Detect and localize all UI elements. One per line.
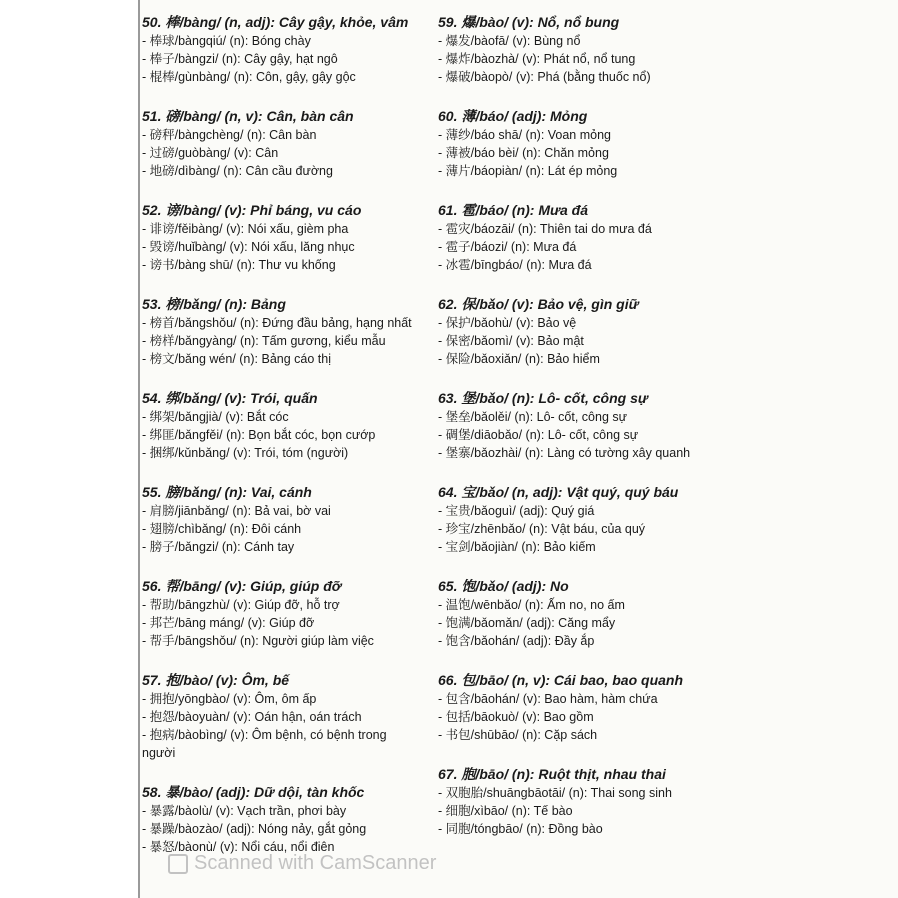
example-line: - 棒球/bàngqiú/ (n): Bóng chày: [142, 34, 311, 48]
vocab-entry: [438, 388, 728, 462]
entry-heading: 56. 帮/bāng/ (v): Giúp, giúp đỡ: [142, 578, 342, 594]
example-line: - 保密/bǎomì/ (v): Bảo mật: [438, 334, 584, 348]
entry-heading: 52. 谤/bàng/ (v): Phỉ báng, vu cáo: [142, 202, 362, 218]
example-line: - 双胞胎/shuāngbāotāi/ (n): Thai song sinh: [438, 786, 672, 800]
vocab-entry: [438, 576, 728, 650]
vocab-entry: [142, 200, 420, 274]
example-line: - 拥抱/yōngbào/ (v): Ôm, ôm ấp: [142, 692, 317, 706]
example-line: - 细胞/xìbāo/ (n): Tế bào: [438, 804, 573, 818]
example-line: - 堡垒/bǎolěi/ (n): Lô- cốt, công sự: [438, 410, 627, 424]
watermark-text: Scanned with CamScanner: [194, 852, 437, 874]
vocab-entry: [142, 12, 420, 86]
vocab-entry: [142, 782, 420, 856]
vocab-entry: [438, 200, 728, 274]
example-line: - 榜首/bǎngshǒu/ (n): Đứng đầu bảng, hạng nhất: [142, 316, 412, 330]
example-line: - 磅秤/bàngchèng/ (n): Cân bàn: [142, 128, 317, 142]
vocab-entry: [438, 670, 728, 744]
example-line: - 爆炸/bàozhà/ (v): Phát nổ, nổ tung: [438, 52, 636, 66]
entry-heading: 63. 堡/bǎo/ (n): Lô- cốt, công sự: [438, 390, 648, 406]
vocab-entry: [142, 294, 420, 368]
example-line: - 薄纱/báo shā/ (n): Voan mỏng: [438, 128, 612, 142]
entry-heading: 53. 榜/bǎng/ (n): Bảng: [142, 296, 286, 312]
example-line: - 膀子/bǎngzi/ (n): Cánh tay: [142, 540, 295, 554]
vocab-entry: [438, 764, 728, 838]
example-line: - 包含/bāohán/ (v): Bao hàm, hàm chứa: [438, 692, 658, 706]
example-line: - 包括/bāokuò/ (v): Bao gồm: [438, 710, 594, 724]
example-line: - 暴躁/bàozào/ (adj): Nóng nảy, gắt gỏng: [142, 822, 367, 836]
vocab-entry: [438, 12, 728, 86]
vocab-entry: [438, 294, 728, 368]
vocab-entry: [142, 388, 420, 462]
vocab-entry: [438, 482, 728, 556]
example-line: - 书包/shūbāo/ (n): Cặp sách: [438, 728, 598, 742]
entry-heading: 61. 雹/báo/ (n): Mưa đá: [438, 202, 589, 218]
example-line: - 绑匪/bǎngfěi/ (n): Bọn bắt cóc, bọn cướp: [142, 428, 376, 442]
example-line: - 过磅/guòbàng/ (v): Cân: [142, 146, 279, 160]
right-column: [438, 12, 728, 858]
entry-heading: 57. 抱/bào/ (v): Ôm, bế: [142, 672, 290, 688]
entry-heading: 59. 爆/bào/ (v): Nổ, nổ bung: [438, 14, 620, 30]
vocab-entry: [142, 576, 420, 650]
example-line: - 帮助/bāngzhù/ (v): Giúp đỡ, hỗ trợ: [142, 598, 340, 612]
example-line: - 宝贵/bǎoguì/ (adj): Quý giá: [438, 504, 595, 518]
example-line: - 抱怨/bàoyuàn/ (v): Oán hận, oán trách: [142, 710, 362, 724]
entry-heading: 60. 薄/báo/ (adj): Mỏng: [438, 108, 588, 124]
example-line: - 毁谤/huǐbàng/ (v): Nói xấu, lăng nhục: [142, 240, 355, 254]
entry-heading: 65. 饱/bǎo/ (adj): No: [438, 578, 569, 594]
example-line: - 爆破/bàopò/ (v): Phá (bằng thuốc nổ): [438, 70, 651, 84]
example-line: - 绑架/bǎngjià/ (v): Bắt cóc: [142, 410, 289, 424]
example-line: - 保险/bǎoxiǎn/ (n): Bảo hiểm: [438, 352, 600, 366]
watermark: [168, 852, 436, 875]
vocab-entry: [142, 670, 420, 762]
example-line: - 捆绑/kǔnbǎng/ (v): Trói, tóm (người): [142, 446, 349, 460]
example-line: - 保护/bǎohù/ (v): Bảo vệ: [438, 316, 577, 330]
example-line: - 薄片/báopiàn/ (n): Lát ép mỏng: [438, 164, 618, 178]
entry-heading: 54. 绑/bǎng/ (v): Trói, quấn: [142, 390, 318, 406]
example-line: - 谤书/bàng shū/ (n): Thư vu khống: [142, 258, 336, 272]
example-line: - 冰雹/bīngbáo/ (n): Mưa đá: [438, 258, 592, 272]
example-line: - 雹灾/báozāi/ (n): Thiên tai do mưa đá: [438, 222, 652, 236]
example-line: - 暴露/bàolù/ (v): Vạch trần, phơi bày: [142, 804, 347, 818]
example-line: - 宝剑/bǎojiàn/ (n): Bảo kiếm: [438, 540, 596, 554]
entry-heading: 58. 暴/bào/ (adj): Dữ dội, tàn khốc: [142, 784, 365, 800]
example-line: - 饱满/bǎomǎn/ (adj): Căng mẩy: [438, 616, 616, 630]
vocab-entry: [142, 482, 420, 556]
example-line: - 榜文/bǎng wén/ (n): Bảng cáo thị: [142, 352, 331, 366]
example-line: - 碉堡/diāobǎo/ (n): Lô- cốt, công sự: [438, 428, 639, 442]
example-line: - 帮手/bāngshǒu/ (n): Người giúp làm việc: [142, 634, 374, 648]
vocab-entry: [438, 106, 728, 180]
page-binding-edge: [138, 0, 140, 898]
example-line: - 薄被/báo bèi/ (n): Chăn mỏng: [438, 146, 609, 160]
example-line: - 雹子/báozi/ (n): Mưa đá: [438, 240, 577, 254]
example-line: - 暴怒/bàonù/ (v): Nổi cáu, nổi điên: [142, 840, 335, 854]
example-line: - 棍棒/gùnbàng/ (n): Côn, gậy, gậy gộc: [142, 70, 356, 84]
example-line: - 爆发/bàofā/ (v): Bùng nổ: [438, 34, 581, 48]
example-line: - 邦芒/bāng máng/ (v): Giúp đỡ: [142, 616, 315, 630]
example-line: - 珍宝/zhēnbǎo/ (n): Vật báu, của quý: [438, 522, 646, 536]
example-line: - 翅膀/chìbǎng/ (n): Đôi cánh: [142, 522, 302, 536]
example-line: - 温饱/wēnbǎo/ (n): Ấm no, no ấm: [438, 598, 625, 612]
vocab-entry: [142, 106, 420, 180]
example-line: - 地磅/dìbàng/ (n): Cân cầu đường: [142, 164, 333, 178]
example-line: - 堡寨/bǎozhài/ (n): Làng có tường xây quanh: [438, 446, 691, 460]
example-line: - 同胞/tóngbāo/ (n): Đồng bào: [438, 822, 603, 836]
example-line: - 诽谤/fěibàng/ (v): Nói xấu, gièm pha: [142, 222, 349, 236]
example-line: - 棒子/bàngzi/ (n): Cây gậy, hạt ngô: [142, 52, 338, 66]
entry-heading: 62. 保/bǎo/ (v): Bảo vệ, gìn giữ: [438, 296, 639, 312]
example-line: - 肩膀/jiānbǎng/ (n): Bả vai, bờ vai: [142, 504, 331, 518]
camscanner-icon: [168, 854, 188, 874]
entry-heading: 51. 磅/bàng/ (n, v): Cân, bàn cân: [142, 108, 354, 124]
example-line: - 抱病/bàobìng/ (v): Ôm bệnh, có bệnh trong người: [142, 728, 387, 760]
entry-heading: 50. 棒/bàng/ (n, adj): Cây gậy, khỏe, vâm: [142, 14, 409, 30]
left-column: [142, 12, 420, 876]
entry-heading: 55. 膀/bǎng/ (n): Vai, cánh: [142, 484, 312, 500]
example-line: - 饱含/bǎohán/ (adj): Đầy ắp: [438, 634, 595, 648]
entry-heading: 64. 宝/bǎo/ (n, adj): Vật quý, quý báu: [438, 484, 679, 500]
page-margin: [0, 0, 138, 898]
entry-heading: 67. 胞/bāo/ (n): Ruột thịt, nhau thai: [438, 766, 666, 782]
entry-heading: 66. 包/bāo/ (n, v): Cái bao, bao quanh: [438, 672, 684, 688]
example-line: - 榜样/bǎngyàng/ (n): Tấm gương, kiểu mẫu: [142, 334, 386, 348]
